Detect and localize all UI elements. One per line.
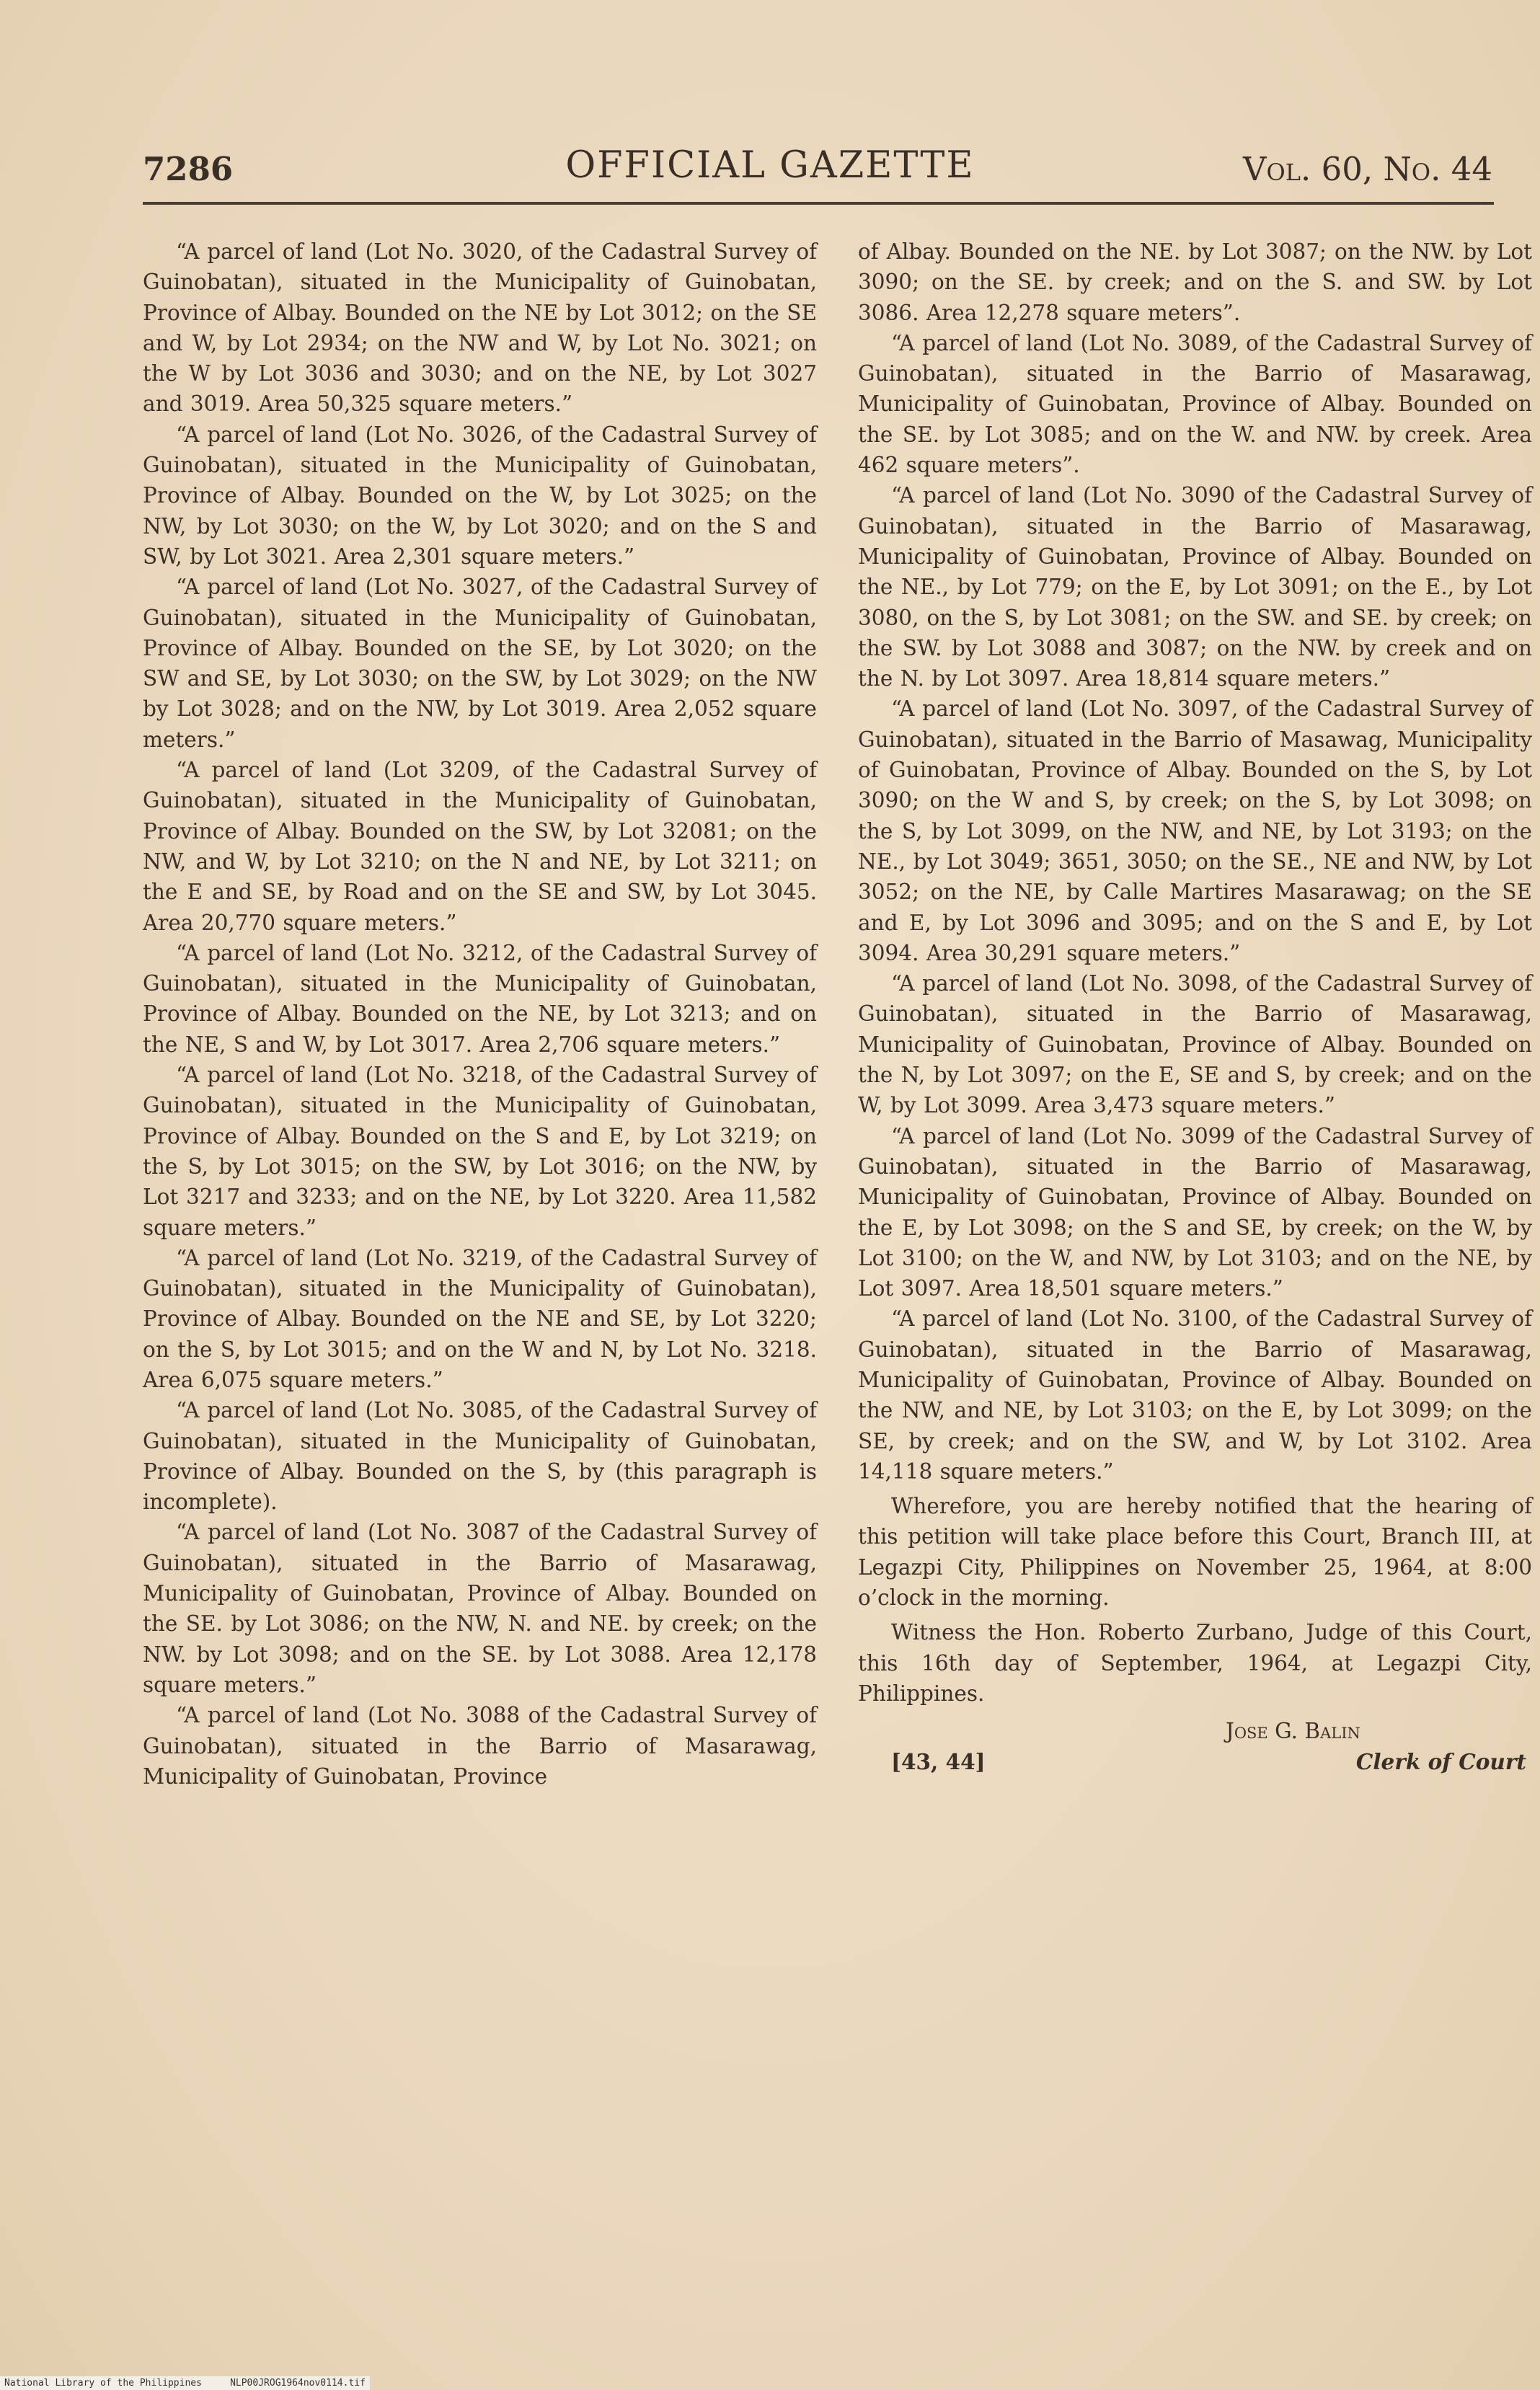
signatory-name: Jose G. Balin: [1226, 1719, 1360, 1744]
page-number: 7286: [143, 150, 234, 188]
paragraph: “A parcel of land (Lot No. 3212, of the Cadastral Survey of Guinobatan), situated in the Municipality of Guinobatan, Province of Albay. Bounded on the NE, by Lot 3213; and on the NE, S and W, by Lot 3017. Area 2,706 square meters.”: [143, 940, 817, 1057]
scan-footer: [0, 2376, 370, 2390]
paragraph: “A parcel of land (Lot No. 3027, of the Cadastral Survey of Guinobatan), situated in the Municipality of Guinobatan, Province of Albay. Bounded on the SE, by Lot 3020; on the SW and SE, by Lot 3030; on the SW, by Lot 3029; on the NW by Lot 3028; and on the NW, by Lot 3019. Area 2,052 square meters.”: [143, 575, 817, 752]
signatory-title: Clerk of Court: [1355, 1748, 1526, 1774]
header-rule: [143, 202, 1494, 205]
paragraph: “A parcel of land (Lot No. 3097, of the Cadastral Survey of Guinobatan), situated in the Barrio of Masawag, Municipality of Guinobatan, Province of Albay. Bounded on the S, by Lot 3090; on the W and S, by creek; on the S, by Lot 3098; on the S, by Lot 3099, on the NW, and NE, by Lot 3193; on the NE., by Lot 3049; 3651, 3050; on the SE., NE and NW, by Lot 3052; on the NE, by Calle Martires Masarawag; on the SE and E, by Lot 3096 and 3095; and on the S and E, by Lot 3094. Area 30,291 square meters.”: [858, 696, 1532, 965]
right-column: [858, 236, 1532, 1777]
notice-paragraph: Wherefore, you are hereby notified that the hearing of this petition will take place before this Court, Branch III, at Legazpi City, Philippines on November 25, 1964, at 8:00 o’clock in the morning.: [858, 1494, 1532, 1611]
paragraph: “A parcel of land (Lot 3209, of the Cadastral Survey of Guinobatan), situated in the Municipality of Guinobatan, Province of Albay. Bounded on the SW, by Lot 32081; on the NW, and W, by Lot 3210; on the N and NE, by Lot 3211; on the E and SE, by Road and on the SE and SW, by Lot 3045. Area 20,770 square meters.”: [143, 758, 817, 935]
paragraph: “A parcel of land (Lot No. 3088 of the Cadastral Survey of Guinobatan), situated in the Barrio of Masarawag, Municipality of Guinobatan, Province: [143, 1703, 817, 1789]
footer-filename: NLP00JROG1964nov0114.tif: [230, 2378, 366, 2389]
paragraph: “A parcel of land (Lot No. 3085, of the Cadastral Survey of Guinobatan), situated in the Municipality of Guinobatan, Province of Albay. Bounded on the S, by (this paragraph is incomplete).: [143, 1398, 817, 1515]
volume-issue: Vol. 60, No. 44: [1243, 150, 1492, 188]
paragraph-continued: of Albay. Bounded on the NE. by Lot 3087; on the NW. by Lot 3090; on the SE. by creek; and on the S. and SW. by Lot 3086. Area 12,278 square meters”.: [858, 239, 1532, 325]
paragraph: “A parcel of land (Lot No. 3219, of the Cadastral Survey of Guinobatan), situated in the Municipality of Guinobatan), Province of Albay. Bounded on the NE and SE, by Lot 3220; on the S, by Lot 3015; and on the W and N, by Lot No. 3218. Area 6,075 square meters.”: [143, 1245, 817, 1392]
witness-paragraph: Witness the Hon. Roberto Zurbano, Judge of this Court, this 16th day of September, 1964, at Legazpi City, Philippines.: [858, 1620, 1532, 1706]
issue-reference: [43, 44]: [891, 1748, 986, 1774]
signature-row: [858, 1747, 1532, 1777]
paragraph: “A parcel of land (Lot No. 3089, of the Cadastral Survey of Guinobatan), situated in the Barrio of Masarawag, Municipality of Guinobatan, Province of Albay. Bounded on the SE. by Lot 3085; and on the W. and NW. by creek. Area 462 square meters”.: [858, 330, 1532, 478]
paragraph: “A parcel of land (Lot No. 3087 of the Cadastral Survey of Guinobatan), situated in the Barrio of Masarawag, Municipality of Guinobatan, Province of Albay. Bounded on the SE. by Lot 3086; on the NW, N. and NE. by creek; on the NW. by Lot 3098; and on the SE. by Lot 3088. Area 12,178 square meters.”: [143, 1520, 817, 1697]
paragraph: “A parcel of land (Lot No. 3020, of the Cadastral Survey of Guinobatan), situated in the Municipality of Guinobatan, Province of Albay. Bounded on the NE by Lot 3012; on the SE and W, by Lot 2934; on the NW and W, by Lot No. 3021; on the W by Lot 3036 and 3030; and on the NE, by Lot 3027 and 3019. Area 50,325 square meters.”: [143, 239, 817, 417]
paragraph: “A parcel of land (Lot No. 3218, of the Cadastral Survey of Guinobatan), situated in the Municipality of Guinobatan, Province of Albay. Bounded on the S and E, by Lot 3219; on the S, by Lot 3015; on the SW, by Lot 3016; on the NW, by Lot 3217 and 3233; and on the NE, by Lot 3220. Area 11,582 square meters.”: [143, 1063, 817, 1240]
left-column: [143, 236, 817, 1792]
footer-library: National Library of the Philippines: [4, 2378, 202, 2389]
paragraph: “A parcel of land (Lot No. 3099 of the Cadastral Survey of Guinobatan), situated in the Barrio of Masarawag, Municipality of Guinobatan, Province of Albay. Bounded on the E, by Lot 3098; on the S and SE, by creek; on the W, by Lot 3100; on the W, and NW, by Lot 3103; and on the NE, by Lot 3097. Area 18,501 square meters.”: [858, 1123, 1532, 1301]
paragraph: “A parcel of land (Lot No. 3098, of the Cadastral Survey of Guinobatan), situated in the Barrio of Masarawag, Municipality of Guinobatan, Province of Albay. Bounded on the N, by Lot 3097; on the E, SE and S, by creek; and on the W, by Lot 3099. Area 3,473 square meters.”: [858, 971, 1532, 1118]
paragraph: “A parcel of land (Lot No. 3026, of the Cadastral Survey of Guinobatan), situated in the Municipality of Guinobatan, Province of Albay. Bounded on the W, by Lot 3025; on the NW, by Lot 3030; on the W, by Lot 3020; and on the S and SW, by Lot 3021. Area 2,301 square meters.”: [143, 422, 817, 569]
publication-title: OFFICIAL GAZETTE: [565, 144, 975, 187]
paragraph: “A parcel of land (Lot No. 3100, of the Cadastral Survey of Guinobatan), situated in the Barrio of Masarawag, Municipality of Guinobatan, Province of Albay. Bounded on the NW, and NE, by Lot 3103; on the E, by Lot 3099; on the SE, by creek; and on the SW, and W, by Lot 3102. Area 14,118 square meters.”: [858, 1306, 1532, 1484]
paragraph: “A parcel of land (Lot No. 3090 of the Cadastral Survey of Guinobatan), situated in the Barrio of Masarawag, Municipality of Guinobatan, Province of Albay. Bounded on the NE., by Lot 779; on the E, by Lot 3091; on the E., by Lot 3080, on the S, by Lot 3081; on the SW. and SE. by creek; on the SW. by Lot 3088 and 3087; on the NW. by creek and on the N. by Lot 3097. Area 18,814 square meters.”: [858, 483, 1532, 691]
